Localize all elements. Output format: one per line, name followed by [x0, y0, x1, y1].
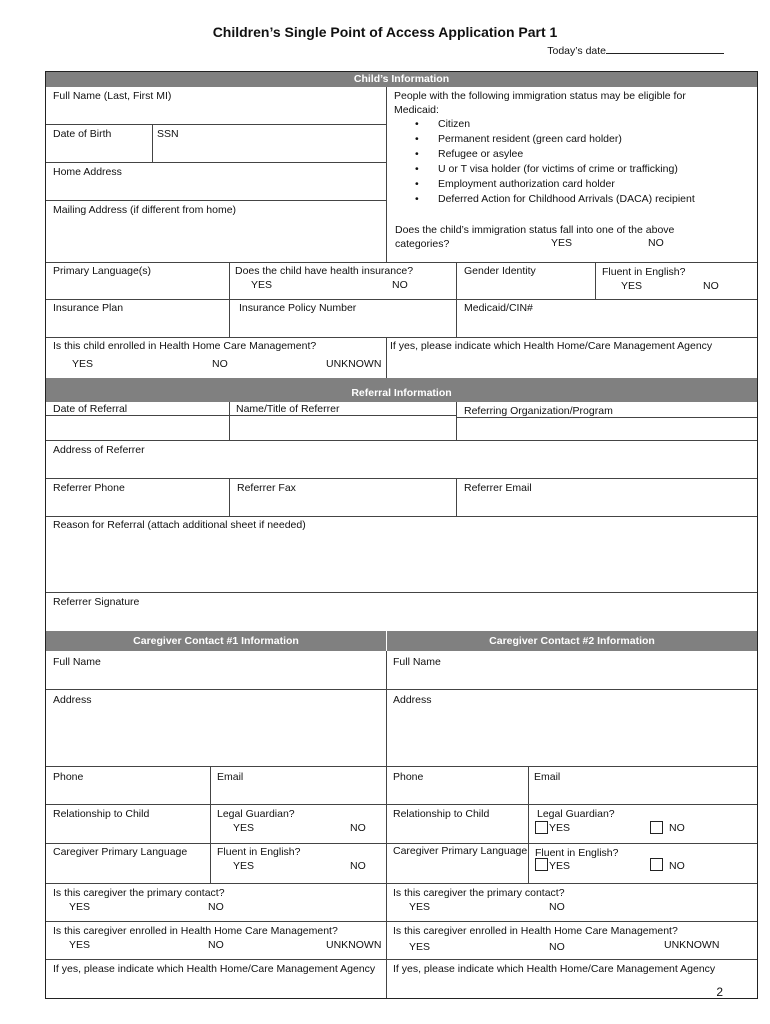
caregiver1-relationship-field[interactable]	[46, 805, 211, 844]
todays-date-field[interactable]	[606, 43, 724, 54]
caregiver1-fluent-no-option[interactable]: NO	[350, 860, 366, 872]
caregiver2-primary-contact-question: Is this caregiver the primary contact?	[393, 887, 565, 899]
referrer-fax-label: Referrer Fax	[237, 482, 296, 494]
referrer-phone-field[interactable]	[46, 479, 230, 517]
caregiver2-fluent-no-option[interactable]: NO	[669, 860, 685, 872]
caregiver2-guardian-no-option[interactable]: NO	[669, 822, 685, 834]
caregiver1-health-home-field	[46, 922, 387, 960]
caregiver1-fluent-field	[211, 844, 387, 884]
immigration-item: • Deferred Action for Childhood Arrivals (DACA) recipient	[394, 192, 695, 207]
caregiver1-address-field[interactable]	[46, 690, 387, 767]
page-number: 2	[716, 985, 723, 999]
referral-reason-field[interactable]	[46, 517, 757, 593]
caregiver2-legal-guardian-question: Legal Guardian?	[537, 808, 615, 820]
caregiver2-hh-no-option[interactable]: NO	[549, 941, 565, 953]
caregiver2-phone-field[interactable]	[387, 767, 529, 805]
immigration-item: • U or T visa holder (for victims of crime or trafficking)	[394, 162, 695, 177]
caregiver1-primary-yes-option[interactable]: YES	[69, 901, 91, 913]
caregiver2-fluent-field	[529, 844, 757, 884]
referrer-signature-field[interactable]	[46, 593, 757, 631]
child-hh-unknown-option[interactable]: UNKNOWN	[326, 358, 382, 370]
caregiver2-primary-contact-field	[387, 884, 757, 922]
immigration-item: • Permanent resident (green card holder)	[394, 132, 695, 147]
referrer-phone-label: Referrer Phone	[53, 482, 125, 494]
child-insurance-yes-option[interactable]: YES	[251, 279, 273, 291]
referrer-address-field[interactable]	[46, 441, 757, 479]
caregiver2-language-field[interactable]	[387, 844, 529, 884]
caregiver2-fluent-no-checkbox[interactable]	[650, 858, 663, 871]
caregiver2-email-label: Email	[534, 771, 561, 783]
application-form	[45, 71, 758, 999]
caregiver1-language-label: Caregiver Primary Language	[53, 846, 188, 858]
child-fluent-no-option[interactable]: NO	[703, 280, 719, 292]
caregiver2-guardian-no-checkbox[interactable]	[650, 821, 663, 834]
caregiver2-fluent-yes-checkbox[interactable]	[535, 858, 548, 871]
caregiver2-address-label: Address	[393, 694, 432, 706]
child-medicaid-cin-label: Medicaid/CIN#	[464, 302, 533, 314]
immigration-intro: People with the following immigration status may be eligible for Medicaid:	[394, 90, 686, 116]
immigration-yes-option[interactable]: YES	[551, 237, 573, 249]
child-hh-no-option[interactable]: NO	[212, 358, 228, 370]
caregiver1-legal-guardian-question: Legal Guardian?	[217, 808, 295, 820]
child-insurance-no-option[interactable]: NO	[392, 279, 408, 291]
caregiver2-primary-no-option[interactable]: NO	[549, 901, 565, 913]
child-health-insurance-question: Does the child have health insurance?	[235, 265, 414, 277]
caregiver1-primary-no-option[interactable]: NO	[208, 901, 224, 913]
caregiver2-health-home-field	[387, 922, 757, 960]
immigration-list	[394, 117, 695, 207]
caregiver2-full-name-label: Full Name	[393, 656, 441, 668]
child-health-home-question: Is this child enrolled in Health Home Care Management?	[53, 340, 317, 352]
immigration-item: • Refugee or asylee	[394, 147, 695, 162]
caregiver2-legal-guardian-field	[529, 805, 757, 844]
caregiver1-fluent-yes-option[interactable]: YES	[233, 860, 255, 872]
child-ssn-field[interactable]	[153, 125, 387, 163]
caregiver2-phone-label: Phone	[393, 771, 424, 783]
child-health-insurance-field	[230, 262, 457, 300]
caregiver2-full-name-field[interactable]	[387, 651, 757, 690]
caregiver2-address-field[interactable]	[387, 690, 757, 767]
caregiver2-hh-unknown-option[interactable]: UNKNOWN	[664, 939, 720, 951]
caregiver1-full-name-label: Full Name	[53, 656, 101, 668]
caregiver1-phone-field[interactable]	[46, 767, 211, 805]
todays-date-label: Today’s date	[547, 45, 606, 57]
referrer-signature-label: Referrer Signature	[53, 596, 140, 608]
referring-org-label: Referring Organization/Program	[464, 405, 613, 417]
caregiver1-header: Caregiver Contact #1 Information	[46, 631, 386, 651]
child-home-address-label: Home Address	[53, 166, 122, 178]
caregiver2-fluent-yes-option[interactable]: YES	[549, 860, 571, 872]
caregiver1-fluent-question: Fluent in English?	[217, 846, 301, 858]
caregiver2-guardian-yes-option[interactable]: YES	[549, 822, 571, 834]
immigration-item: • Employment authorization card holder	[394, 177, 695, 192]
immigration-no-option[interactable]: NO	[648, 237, 664, 249]
child-gender-identity-label: Gender Identity	[464, 265, 536, 277]
child-insurance-plan-label: Insurance Plan	[53, 302, 124, 314]
caregiver1-hh-agency-label: If yes, please indicate which Health Home/Care Management Agency	[53, 963, 376, 975]
caregiver2-health-home-question: Is this caregiver enrolled in Health Home Care Management?	[393, 925, 678, 937]
child-mailing-address-label: Mailing Address (if different from home)	[53, 204, 237, 216]
child-full-name-field[interactable]	[46, 87, 387, 125]
child-dob-label: Date of Birth	[53, 128, 112, 140]
child-insurance-policy-label: Insurance Policy Number	[239, 302, 357, 314]
caregiver2-relationship-field[interactable]	[387, 805, 529, 844]
referral-date-field[interactable]	[46, 402, 230, 441]
child-info-header: Child’s Information	[46, 72, 757, 87]
caregiver1-hh-agency-field[interactable]	[46, 960, 387, 998]
caregiver1-hh-yes-option[interactable]: YES	[69, 939, 91, 951]
child-ssn-label: SSN	[157, 128, 179, 140]
child-fluent-yes-option[interactable]: YES	[621, 280, 643, 292]
caregiver1-legal-guardian-field	[211, 805, 387, 844]
caregiver2-relationship-label: Relationship to Child	[393, 808, 490, 820]
child-home-address-field[interactable]	[46, 163, 387, 201]
child-hh-agency-field[interactable]	[387, 338, 757, 378]
referral-info-header: Referral Information	[46, 378, 757, 402]
caregiver1-email-field[interactable]	[211, 767, 387, 805]
caregiver2-primary-yes-option[interactable]: YES	[409, 901, 431, 913]
caregiver1-primary-contact-question: Is this caregiver the primary contact?	[53, 887, 225, 899]
child-dob-field[interactable]	[46, 125, 153, 163]
caregiver1-email-label: Email	[217, 771, 244, 783]
referrer-name-label: Name/Title of Referrer	[236, 403, 340, 415]
child-health-home-field	[46, 338, 387, 378]
caregiver1-hh-unknown-option[interactable]: UNKNOWN	[326, 939, 382, 951]
todays-date	[547, 43, 724, 57]
caregiver1-hh-no-option[interactable]: NO	[208, 939, 224, 951]
referrer-name-field[interactable]	[230, 402, 457, 441]
caregiver2-hh-agency-label: If yes, please indicate which Health Home/Care Management Agency	[393, 963, 716, 975]
referring-org-field[interactable]	[457, 402, 757, 441]
caregiver1-phone-label: Phone	[53, 771, 84, 783]
immigration-question: Does the child’s immigration status fall into one of the above categories?	[395, 224, 675, 250]
referral-date-label: Date of Referral	[53, 403, 128, 415]
caregiver1-health-home-question: Is this caregiver enrolled in Health Home Care Management?	[53, 925, 338, 937]
referrer-email-label: Referrer Email	[464, 482, 532, 494]
immigration-section	[387, 87, 757, 262]
referral-reason-label: Reason for Referral (attach additional sheet if needed)	[53, 519, 306, 531]
child-insurance-policy-field[interactable]	[230, 300, 457, 338]
child-primary-language-field[interactable]	[46, 262, 230, 300]
caregiver2-language-label: Caregiver Primary Language	[393, 845, 528, 857]
caregiver1-relationship-label: Relationship to Child	[53, 808, 150, 820]
child-gender-identity-field[interactable]	[457, 262, 596, 300]
caregiver2-email-field[interactable]	[529, 767, 757, 805]
child-insurance-plan-field[interactable]	[46, 300, 230, 338]
child-medicaid-cin-field[interactable]	[457, 300, 757, 338]
caregiver1-guardian-no-option[interactable]: NO	[350, 822, 366, 834]
caregiver2-hh-agency-field[interactable]	[387, 960, 757, 998]
immigration-item: • Citizen	[394, 117, 695, 132]
child-fluent-english-field	[596, 262, 757, 300]
form-title: Children’s Single Point of Access Application Part 1	[212, 24, 558, 40]
caregiver1-language-field[interactable]	[46, 844, 211, 884]
child-hh-yes-option[interactable]: YES	[72, 358, 94, 370]
caregiver2-hh-yes-option[interactable]: YES	[409, 941, 431, 953]
caregiver2-guardian-yes-checkbox[interactable]	[535, 821, 548, 834]
caregiver1-guardian-yes-option[interactable]: YES	[233, 822, 255, 834]
caregiver1-address-label: Address	[53, 694, 92, 706]
caregiver2-fluent-question: Fluent in English?	[535, 847, 619, 859]
referrer-email-field[interactable]	[457, 479, 757, 517]
child-mailing-address-field[interactable]	[46, 201, 387, 262]
child-primary-language-label: Primary Language(s)	[53, 265, 152, 277]
referrer-fax-field[interactable]	[230, 479, 457, 517]
child-full-name-label: Full Name (Last, First MI)	[53, 90, 172, 102]
referrer-address-label: Address of Referrer	[53, 444, 145, 456]
caregiver1-primary-contact-field	[46, 884, 387, 922]
child-hh-agency-label: If yes, please indicate which Health Home/Care Management Agency	[390, 340, 713, 352]
caregiver2-header: Caregiver Contact #2 Information	[387, 631, 757, 651]
child-fluent-english-question: Fluent in English?	[602, 266, 686, 278]
caregiver1-full-name-field[interactable]	[46, 651, 387, 690]
